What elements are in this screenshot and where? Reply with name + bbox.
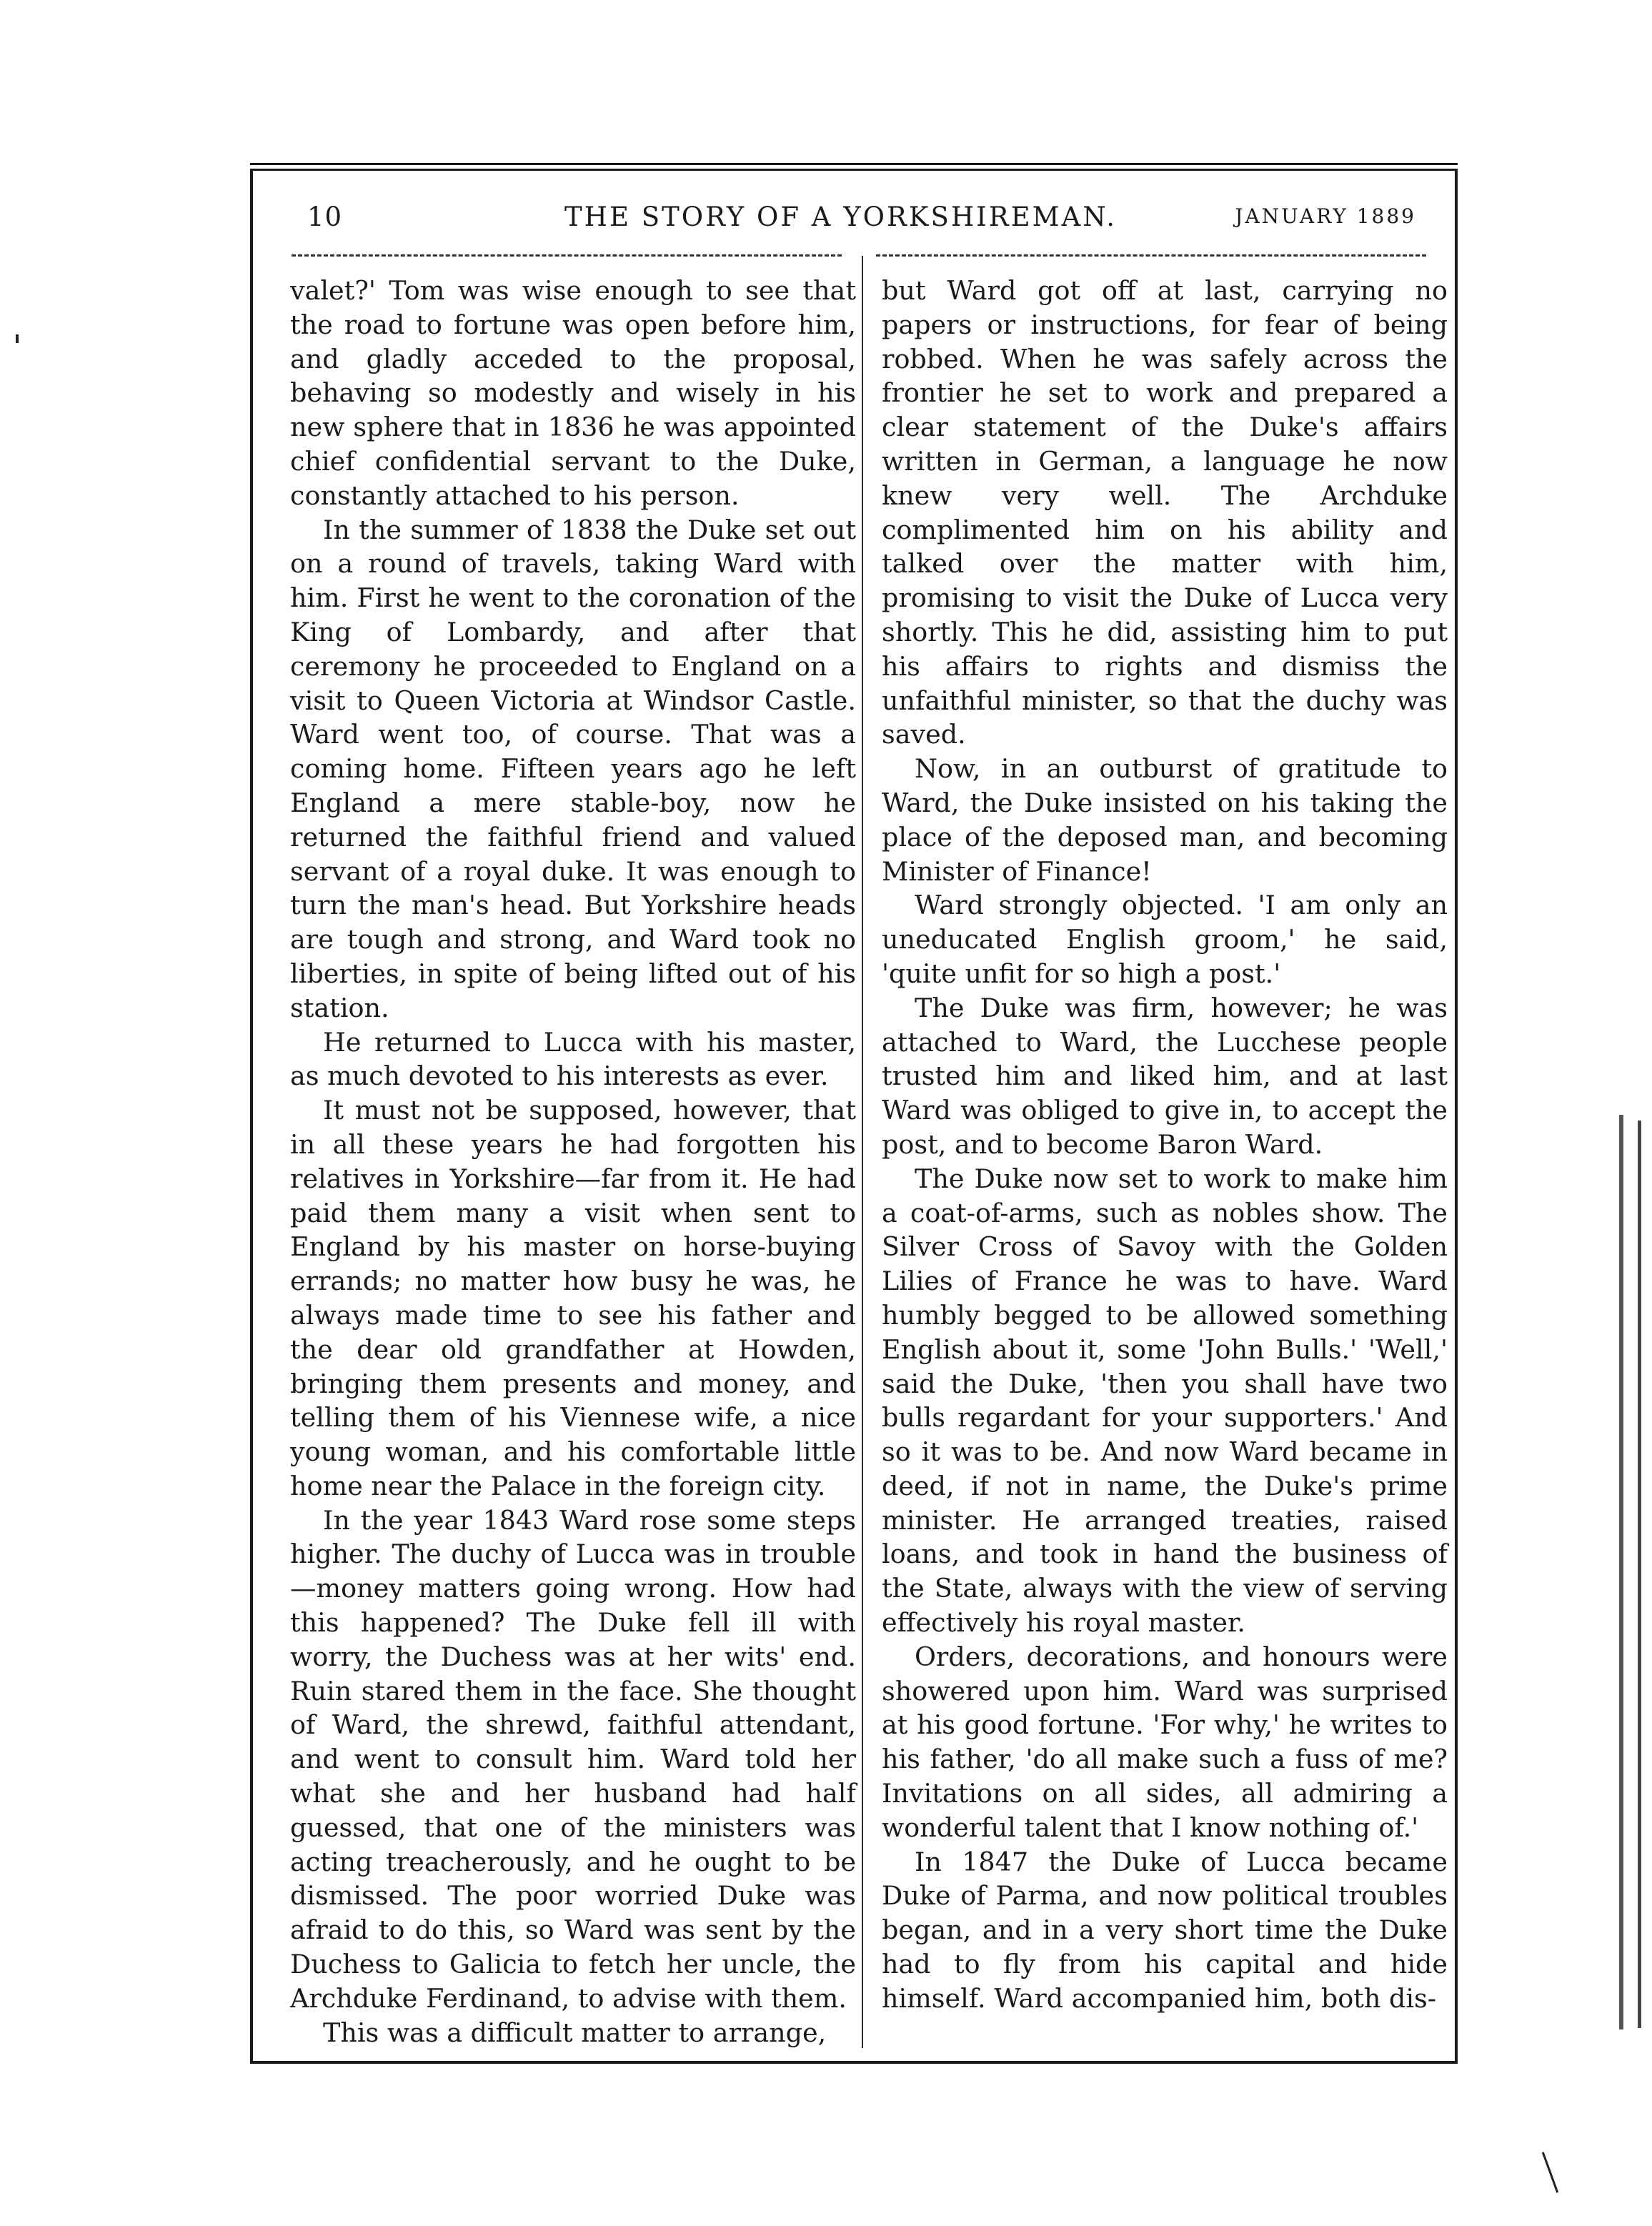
scan-speck bbox=[1542, 2152, 1558, 2192]
right-column bbox=[882, 274, 1448, 2016]
paragraph: In the year 1843 Ward rose some steps higher. The duchy of Lucca was in trouble—money matters going wrong. How had this happened? The Duke fell ill with worry, the Duchess was at her wits' end. Ruin stared them in the face. She thought of Ward, the shrewd, faithful attendant, and went to consult him. Ward told her what she and her husband had half guessed, that one of the ministers was acting treacherously, and he ought to be dismissed. The poor worried Duke was afraid to do this, so Ward was sent by the Duchess to Galicia to fetch her uncle, the Archduke Ferdinand, to advise with them. bbox=[290, 1504, 856, 2014]
issue-date: JANUARY 1889 bbox=[1235, 204, 1416, 228]
binding-edge-mark bbox=[1638, 1121, 1641, 2028]
paragraph: In the summer of 1838 the Duke set out on a round of travels, taking Ward with him. First he went to the coronation of the King of Lombardy, and after that ceremony he proceeded to England on a visit to Queen Victoria at Windsor Castle. Ward went too, of course. That was a coming home. Fifteen years ago he left England a mere stable-boy, now he returned the faithful friend and valued servant of a royal duke. It was enough to turn the man's head. But Yorkshire heads are tough and strong, and Ward took no liberties, in spite of being lifted out of his station. bbox=[290, 514, 856, 1023]
paragraph: The Duke now set to work to make him a coat-of-arms, such as nobles show. The Silver Cross of Savoy with the Golden Lilies of France he was to have. Ward humbly begged to be allowed something English about it, some 'John Bulls.' 'Well,' said the Duke, 'then you shall have two bulls regardant for your supporters.' And so it was to be. And now Ward became in deed, if not in name, the Duke's prime minister. He arranged treaties, raised loans, and took in hand the business of the State, always with the view of serving effectively his royal master. bbox=[882, 1163, 1448, 1639]
paragraph: The Duke was firm, however; he was attached to Ward, the Lucchese people trusted him and liked him, and at last Ward was obliged to give in, to accept the post, and to become Baron Ward. bbox=[882, 992, 1448, 1160]
paragraph: This was a difficult matter to arrange, bbox=[323, 2017, 827, 2048]
paragraph: He returned to Lucca with his master, as much devoted to his interests as ever. bbox=[290, 1026, 856, 1092]
paragraph: but Ward got off at last, carrying no papers or instructions, for fear of being robbed. When he was safely across the frontier he set to work and prepared a clear statement of the Duke's affairs written in German, a language he now knew very well. The Archduke complimented him on his ability and talked over the matter with him, promising to visit the Duke of Lucca very shortly. This he did, assisting him to put his affairs to rights and dismiss the unfaithful minister, so that the duchy was saved. bbox=[882, 275, 1448, 750]
paragraph: In 1847 the Duke of Lucca became Duke of Parma, and now political troubles began, and in a very short time the Duke had to fly from his capital and hide himself. Ward accompanied him, both dis- bbox=[882, 1846, 1448, 2014]
header-rule-left bbox=[292, 254, 842, 258]
header-rule-right bbox=[876, 254, 1426, 258]
left-column bbox=[290, 274, 856, 2049]
scan-speck bbox=[16, 334, 19, 343]
binding-edge-mark bbox=[1619, 1115, 1623, 2029]
paragraph: It must not be supposed, however, that in all these years he had forgotten his relatives in Yorkshire—far from it. He had paid them many a visit when sent to England by his master on horse-buying errands; no matter how busy he was, he always made time to see his father and the dear old grandfather at Howden, bringing them presents and money, and telling them of his Viennese wife, a nice young woman, and his comfortable little home near the Palace in the foreign city. bbox=[290, 1095, 856, 1501]
page-number: 10 bbox=[307, 202, 343, 232]
running-header bbox=[307, 202, 1422, 244]
running-title: THE STORY OF A YORKSHIREMAN. bbox=[564, 202, 1117, 232]
paragraph: Ward strongly objected. 'I am only an uneducated English groom,' he said, 'quite unfit for so high a post.' bbox=[882, 890, 1448, 989]
paragraph: Now, in an outburst of gratitude to Ward, the Duke insisted on his taking the place of the deposed man, and becoming Minister of Finance! bbox=[882, 753, 1448, 887]
bottom-rule bbox=[250, 2061, 1458, 2064]
column-divider bbox=[862, 256, 863, 2048]
paragraph: valet?' Tom was wise enough to see that the road to fortune was open before him, and gladly acceded to the proposal, behaving so modestly and wisely in his new sphere that in 1836 he was appointed chief confidential servant to the Duke, constantly attached to his person. bbox=[290, 275, 856, 511]
paragraph: Orders, decorations, and honours were showered upon him. Ward was surprised at his good fortune. 'For why,' he writes to his father, 'do all make such a fuss of me? Invitations on all sides, all admiring a wonderful talent that I know nothing of.' bbox=[882, 1641, 1448, 1843]
top-rule bbox=[250, 163, 1458, 165]
